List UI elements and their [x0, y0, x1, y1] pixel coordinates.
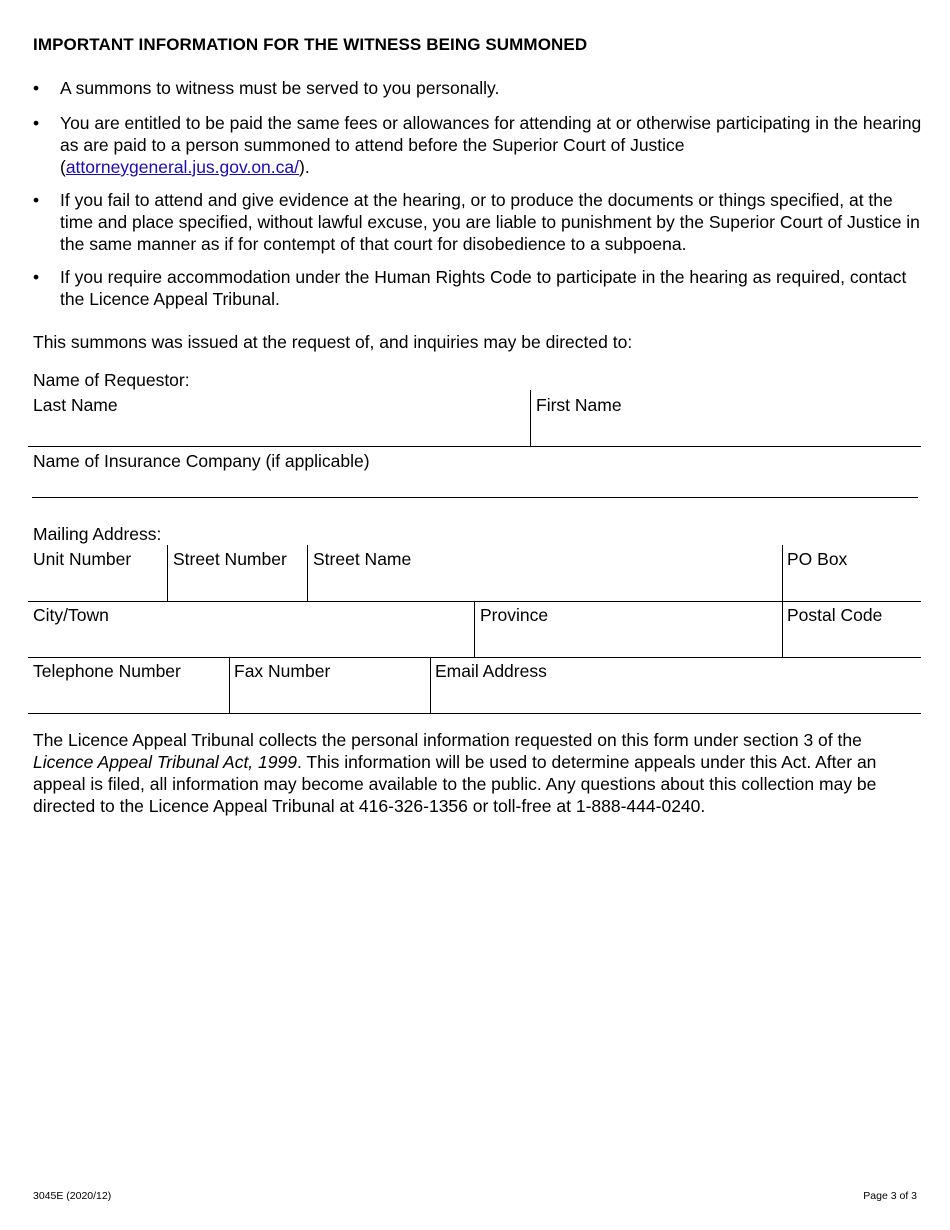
field-divider — [229, 657, 230, 713]
bullet-symbol: • — [33, 267, 40, 287]
page-number: Page 3 of 3 — [863, 1190, 917, 1202]
mailing-address-label: Mailing Address: — [33, 524, 162, 544]
unit-number-label: Unit Number — [33, 549, 132, 569]
bullet-item — [33, 112, 923, 178]
fax-label: Fax Number — [234, 661, 331, 681]
requestor-section-label: Name of Requestor: — [33, 370, 190, 390]
bullet-text: If you require accommodation under the Human Rights Code to participate in the hearing as required, contact the Licence Appeal Tribunal. — [60, 267, 907, 309]
field-divider — [782, 545, 783, 601]
field-divider — [430, 657, 431, 713]
bullet-item — [33, 77, 923, 99]
bullet-text-end: ). — [299, 157, 310, 177]
issued-statement: This summons was issued at the request of, and inquiries may be directed to: — [33, 332, 633, 352]
field-divider — [167, 545, 168, 601]
field-divider — [782, 601, 783, 657]
street-name-label: Street Name — [313, 549, 412, 569]
po-box-label: PO Box — [787, 549, 848, 569]
bullet-text — [60, 112, 923, 178]
contact-field[interactable] — [28, 713, 921, 714]
insurance-company-label: Name of Insurance Company (if applicable) — [33, 451, 370, 471]
city-field[interactable] — [28, 657, 921, 658]
street-number-label: Street Number — [173, 549, 287, 569]
last-name-field[interactable] — [28, 446, 921, 447]
last-name-label: Last Name — [33, 395, 118, 415]
field-divider — [474, 601, 475, 657]
bullet-item — [33, 266, 923, 310]
bullet-text: A summons to witness must be served to you personally. — [60, 78, 500, 98]
notice-part1: The Licence Appeal Tribunal collects the personal information requested on this form under section 3 of the — [33, 730, 862, 750]
notice-act-title: Licence Appeal Tribunal Act, 1999 — [33, 752, 297, 772]
bullet-text-main: You are entitled to be paid the same fees or allowances for attending at or otherwise participating in the hearing as are paid to a person summoned to attend before the Superior Court of Justice ( — [60, 113, 922, 177]
postal-code-label: Postal Code — [787, 605, 883, 625]
telephone-label: Telephone Number — [33, 661, 181, 681]
bullet-symbol: • — [33, 113, 40, 133]
first-name-label: First Name — [536, 395, 622, 415]
form-code: 3045E (2020/12) — [33, 1190, 112, 1202]
privacy-notice — [33, 729, 921, 817]
field-divider — [307, 545, 308, 601]
bullet-symbol: • — [33, 190, 40, 210]
bullet-symbol: • — [33, 78, 40, 98]
city-label: City/Town — [33, 605, 109, 625]
bullet-text: If you fail to attend and give evidence at the hearing, or to produce the documents or things specified, at the time and place specified, without lawful excuse, you are liable to punishment by the Superior Court of Justice in the same manner as if for contempt of that court for disobedience to a subpoena. — [60, 190, 920, 254]
page-heading: IMPORTANT INFORMATION FOR THE WITNESS BEING SUMMONED — [33, 35, 588, 54]
field-divider — [530, 390, 531, 446]
province-label: Province — [480, 605, 549, 625]
attorney-general-link[interactable]: attorneygeneral.jus.gov.on.ca/ — [65, 157, 299, 177]
email-label: Email Address — [435, 661, 547, 681]
bullet-item — [33, 189, 923, 255]
insurance-company-field[interactable] — [32, 497, 918, 498]
notice-part2: . This information will be used to determine appeals under this Act. After an appeal is filed, all information may become available to the public. Any questions about this collection may be directed to the Licence Appeal Tribunal at 416-326-1356 or toll-free at 1-888-444-0240. — [33, 752, 877, 816]
